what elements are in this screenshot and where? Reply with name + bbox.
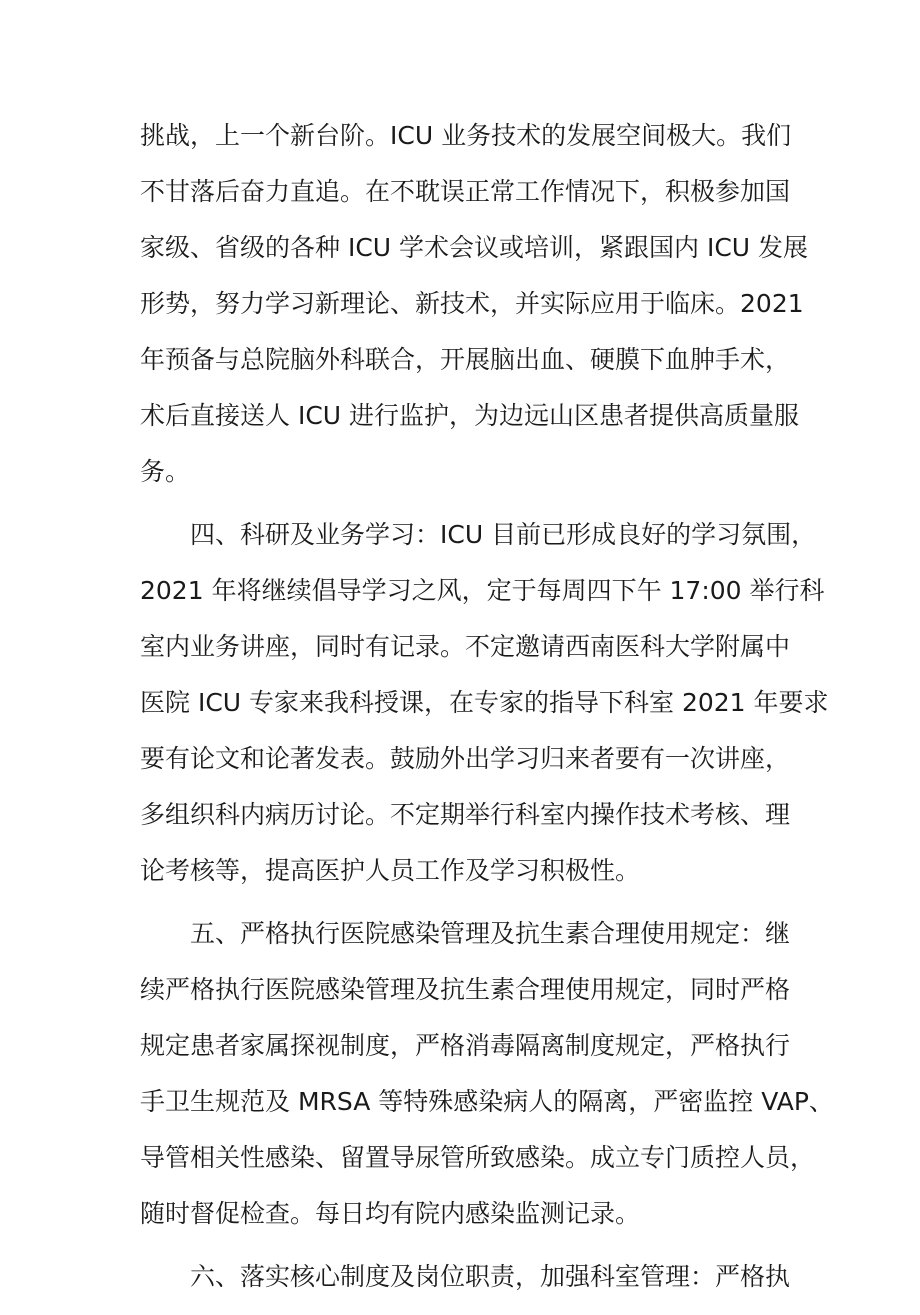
text-line: 年预备与总院脑外科联合，开展脑出血、硬膜下血肿手术， [140,345,791,374]
text-line: 规定患者家属探视制度，严格消毒隔离制度规定，严格执行 [140,1031,791,1060]
text-line: 形势，努力学习新理论、新技术，并实际应用于临床。2021 [140,289,804,318]
text-line: 随时督促检查。每日均有院内感染监测记录。 [140,1199,641,1228]
text-line: 手卫生规范及 MRSA 等特殊感染病人的隔离，严密监控 VAP、 [140,1087,834,1116]
text-line: 四、科研及业务学习：ICU 目前已形成良好的学习氛围， [140,520,817,549]
text-line: 术后直接送人 ICU 进行监护，为边远山区患者提供高质量服 [140,401,800,430]
text-line: 室内业务讲座，同时有记录。不定邀请西南医科大学附属中 [140,632,791,661]
text-line: 多组织科内病历讨论。不定期举行科室内操作技术考核、理 [140,800,791,829]
paragraph-research-study [140,517,829,889]
text-line: 六、落实核心制度及岗位职责，加强科室管理：严格执 [140,1262,791,1291]
paragraph-infection-control [140,916,834,1232]
text-line: 续严格执行医院感染管理及抗生素合理使用规定，同时严格 [140,975,791,1004]
document-body [140,118,834,1315]
text-line: 医院 ICU 专家来我科授课，在专家的指导下科室 2021 年要求 [140,688,829,717]
paragraph-core-system [140,1259,791,1295]
text-line: 论考核等，提高医护人员工作及学习积极性。 [140,856,641,885]
text-line: 挑战，上一个新台阶。ICU 业务技术的发展空间极大。我们 [140,121,792,150]
paragraph-icu-development [140,118,809,490]
text-line: 导管相关性感染、留置导尿管所致感染。成立专门质控人员， [140,1143,816,1172]
paragraph-spacer [140,510,785,517]
text-line: 五、严格执行医院感染管理及抗生素合理使用规定：继 [140,919,791,948]
paragraph-spacer [140,909,785,916]
text-line: 不甘落后奋力直追。在不耽误正常工作情况下，积极参加国 [140,177,791,206]
text-line: 家级、省级的各种 ICU 学术会议或培训，紧跟国内 ICU 发展 [140,233,809,262]
paragraph-spacer [140,1252,785,1259]
text-line: 要有论文和论著发表。鼓励外出学习归来者要有一次讲座， [140,744,791,773]
text-line: 务。 [140,457,191,486]
text-line: 2021 年将继续倡导学习之风，定于每周四下午 17:00 举行科 [140,576,825,605]
